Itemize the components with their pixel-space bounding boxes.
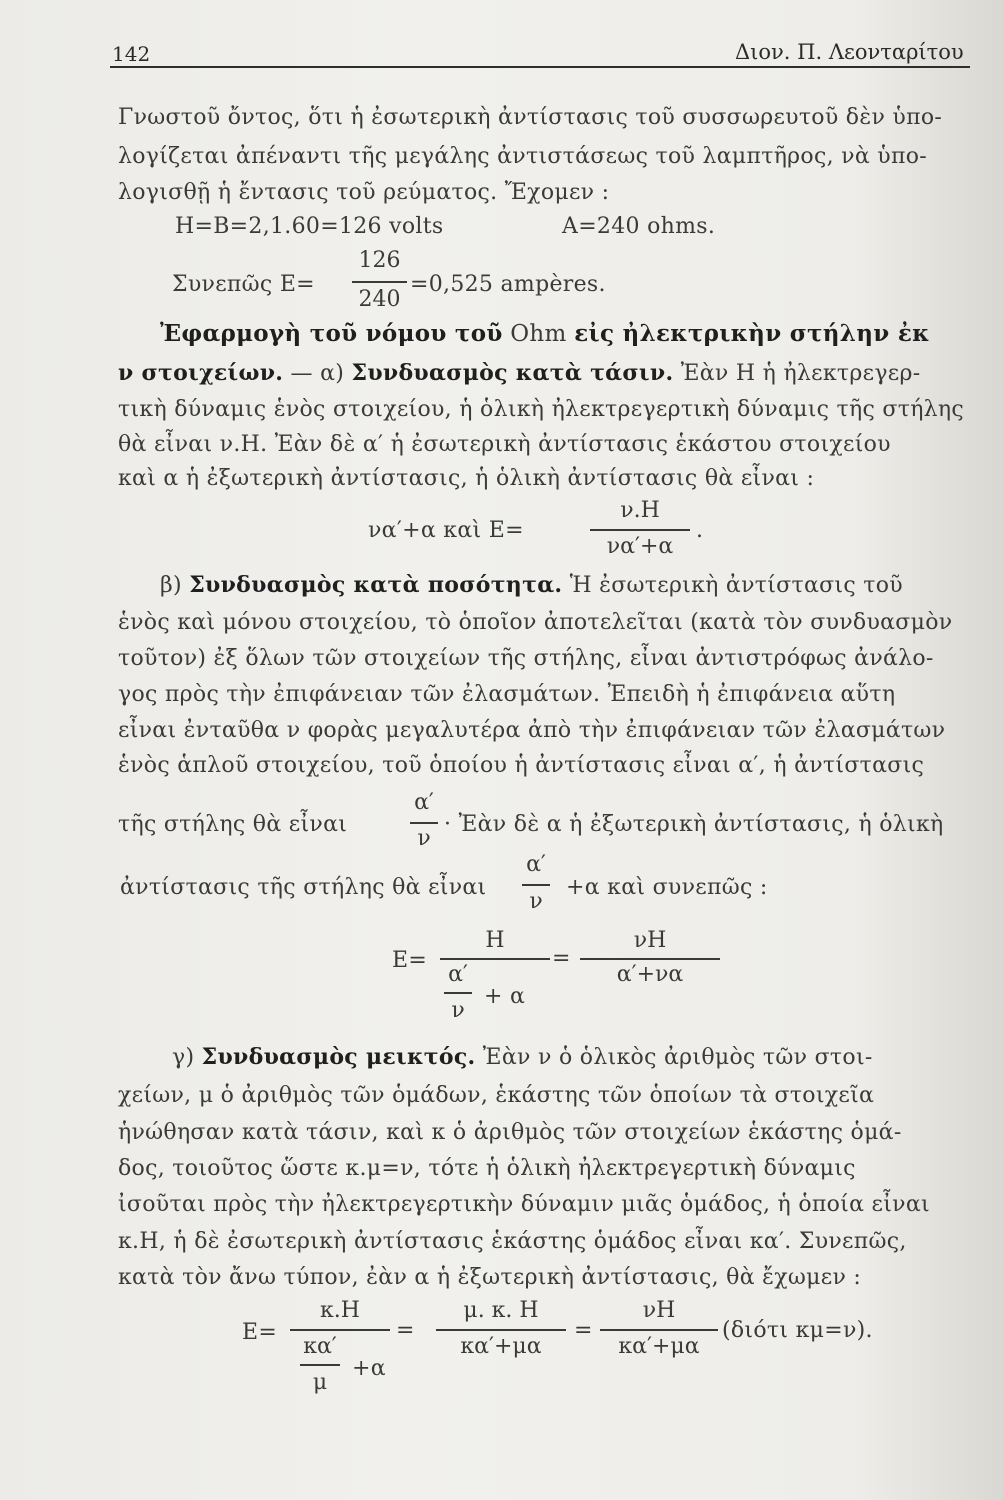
formula-prefix: τῆς στήλης θὰ εἶναι xyxy=(118,812,348,837)
nested-denominator: μ xyxy=(312,1370,328,1395)
nested-fraction-bar xyxy=(300,1364,340,1366)
formula-suffix: . xyxy=(696,518,704,543)
text-line: A=240 ohms. xyxy=(562,214,716,239)
fraction-denominator: κα′+μα xyxy=(460,1334,542,1359)
text-line: Γνωστοῦ ὄντος, ὅτι ἡ ἐσωτερικὴ ἀντίστασις τοῦ συσσωρευτοῦ δὲν ὑπο- xyxy=(118,105,943,130)
beta-label: β) xyxy=(160,573,182,598)
text-line: H=B=2,1.60=126 volts xyxy=(175,214,444,239)
text-line: δος, τοιοῦτος ὥστε κ.μ=ν, τότε ἡ ὁλικὴ ἠλεκτρεγερτικὴ δύναμις xyxy=(118,1156,856,1181)
text-line xyxy=(118,360,920,386)
fraction-bar xyxy=(410,822,438,824)
section-title: Ἐφαρμογὴ τοῦ νόμου τοῦ xyxy=(160,320,503,347)
fraction-denominator: ν xyxy=(417,826,431,851)
fraction-bar xyxy=(352,281,407,283)
fraction-bar xyxy=(522,884,550,886)
formula-equals: = xyxy=(574,1318,593,1343)
text-line: καὶ α ἡ ἐξωτερικὴ ἀντίστασις, ἡ ὁλικὴ ἀντίστασις θὰ εἶναι : xyxy=(118,466,815,491)
header-rule xyxy=(110,66,970,68)
fraction-denominator: ν xyxy=(529,889,543,914)
text-span: Ἐὰν H ἡ ἠλεκτρεγερ- xyxy=(680,361,921,386)
fraction-bar xyxy=(290,1329,390,1331)
text-line: κατὰ τὸν ἄνω τύπον, ἐὰν α ἡ ἐξωτερικὴ ἀντίστασις, θὰ ἔχωμεν : xyxy=(118,1265,862,1290)
text-line: τοῦτον) ἐξ ὅλων τῶν στοιχείων τῆς στήλης, εἶναι ἀντιστρόφως ἀνάλο- xyxy=(118,646,934,671)
text-span: Ἐὰν ν ὁ ὁλικὸς ἀριθμὸς τῶν στοι- xyxy=(482,1045,873,1070)
text-line: ἰσοῦται πρὸς τὴν ἠλεκτρεγερτικὴν δύναμιν μιᾶς ὁμάδος, ἡ ὁποία εἶναι xyxy=(118,1192,930,1217)
fraction-bar xyxy=(440,958,550,960)
fraction-bar xyxy=(590,529,690,531)
formula-equals: = xyxy=(552,946,571,971)
fraction-numerator: ν.H xyxy=(620,498,660,523)
fraction-denominator: να′+α xyxy=(606,534,674,559)
text-line: χείων, μ ὁ ἀριθμὸς τῶν ὁμάδων, ἑκάστης τῶν ὁποίων τὰ στοιχεῖα xyxy=(118,1083,875,1108)
nested-denominator: ν xyxy=(451,998,465,1023)
fraction-numerator: κ.H xyxy=(320,1298,360,1323)
formula-prefix: Συνεπῶς E= xyxy=(172,272,315,297)
text-line: θὰ εἶναι ν.H. Ἐὰν δὲ α′ ἡ ἐσωτερικὴ ἀντίστασις ἑκάστου στοιχείου xyxy=(118,432,891,457)
running-header-author: Διον. Π. Λεονταρίτου xyxy=(735,40,964,64)
nested-numerator: α′ xyxy=(448,962,468,987)
fraction-denominator: 240 xyxy=(358,287,401,312)
page-number: 142 xyxy=(112,42,151,66)
nested-numerator: κα′ xyxy=(303,1334,337,1359)
formula-suffix: =0,525 ampères. xyxy=(410,272,606,297)
formula-suffix: +α καὶ συνεπῶς : xyxy=(566,875,768,900)
fraction-numerator: α′ xyxy=(526,852,546,877)
formula-plus: +α xyxy=(352,1356,386,1381)
subsection-title-alpha: Συνδυασμὸς κατὰ τάσιν. xyxy=(351,360,674,386)
fraction-bar xyxy=(580,958,720,960)
fraction-bar xyxy=(436,1329,566,1331)
formula-prefix: να′+α καὶ E= xyxy=(368,518,524,543)
text-line: εἶναι ἐνταῦθα ν φορὰς μεγαλυτέρα ἀπὸ τὴν ἐπιφάνειαν τῶν ἐλασμάτων xyxy=(118,718,946,743)
formula-suffix: · Ἐὰν δὲ α ἡ ἐξωτερικὴ ἀντίστασις, ἡ ὁλικὴ xyxy=(444,812,944,837)
fraction-bar xyxy=(600,1329,718,1331)
text-line: ἑνὸς καὶ μόνου στοιχείου, τὸ ὁποῖον ἀποτελεῖται (κατὰ τὸν συνδυασμὸν xyxy=(118,610,953,635)
formula-E: E= xyxy=(392,948,428,973)
formula-E: E= xyxy=(242,1320,278,1345)
fraction-numerator: H xyxy=(485,928,505,953)
fraction-numerator: νH xyxy=(633,928,667,953)
text-line: γος πρὸς τὴν ἐπιφάνειαν τῶν ἐλασμάτων. Ἐπειδὴ ἡ ἐπιφάνεια αὕτη xyxy=(118,682,896,707)
section-heading xyxy=(160,320,930,347)
formula-plus: + α xyxy=(484,984,526,1009)
text-line: λογίζεται ἀπέναντι τῆς μεγάλης ἀντιστάσεως τοῦ λαμπτῆρος, νὰ ὑπο- xyxy=(118,144,927,169)
gamma-label: γ) xyxy=(172,1045,195,1070)
fraction-numerator: μ. κ. H xyxy=(463,1298,539,1323)
text-line: λογισθῇ ἡ ἔντασις τοῦ ρεύματος. Ἔχομεν : xyxy=(118,180,610,205)
text-line: κ.H, ἡ δὲ ἐσωτερικὴ ἀντίστασις ἑκάστης ὁμάδος εἶναι κα′. Συνεπῶς, xyxy=(118,1229,907,1254)
formula-prefix: ἀντίστασις τῆς στήλης θὰ εἶναι xyxy=(120,875,487,900)
fraction-denominator: κα′+μα xyxy=(618,1334,700,1359)
section-subject: ν στοιχείων. xyxy=(118,360,284,386)
text-line: τικὴ δύναμις ἑνὸς στοιχείου, ἡ ὁλικὴ ἠλεκτρεγερτικὴ δύναμις τῆς στήλης xyxy=(118,397,965,422)
subsection-title-gamma: Συνδυασμὸς μεικτός. xyxy=(201,1044,476,1070)
fraction-denominator: α′+να xyxy=(616,962,684,987)
text-line: ἡνώθησαν κατὰ τάσιν, καὶ κ ὁ ἀριθμὸς τῶν στοιχείων ἑκάστης ὁμά- xyxy=(118,1120,902,1145)
nested-fraction-bar xyxy=(444,992,472,994)
text-line: ἑνὸς ἁπλοῦ στοιχείου, τοῦ ὁποίου ἡ ἀντίστασις εἶναι α′, ἡ ἀντίστασις xyxy=(118,753,925,778)
alpha-label: — α) xyxy=(290,361,345,386)
formula-equals: = xyxy=(396,1318,415,1343)
text-line xyxy=(172,1044,873,1070)
fraction-numerator: 126 xyxy=(358,248,401,273)
text-span: Ἡ ἐσωτερικὴ ἀντίστασις τοῦ xyxy=(569,573,903,598)
subsection-title-beta: Συνδυασμὸς κατὰ ποσότητα. xyxy=(189,572,563,598)
section-title-rest: εἰς ἠλεκτρικὴν στήλην ἐκ xyxy=(574,320,930,347)
text-line xyxy=(160,572,903,598)
fraction-numerator: α′ xyxy=(414,790,434,815)
fraction-numerator: νH xyxy=(642,1298,676,1323)
formula-note: (διότι κμ=ν). xyxy=(722,1318,873,1343)
section-title-ohm: Ohm xyxy=(510,321,567,347)
